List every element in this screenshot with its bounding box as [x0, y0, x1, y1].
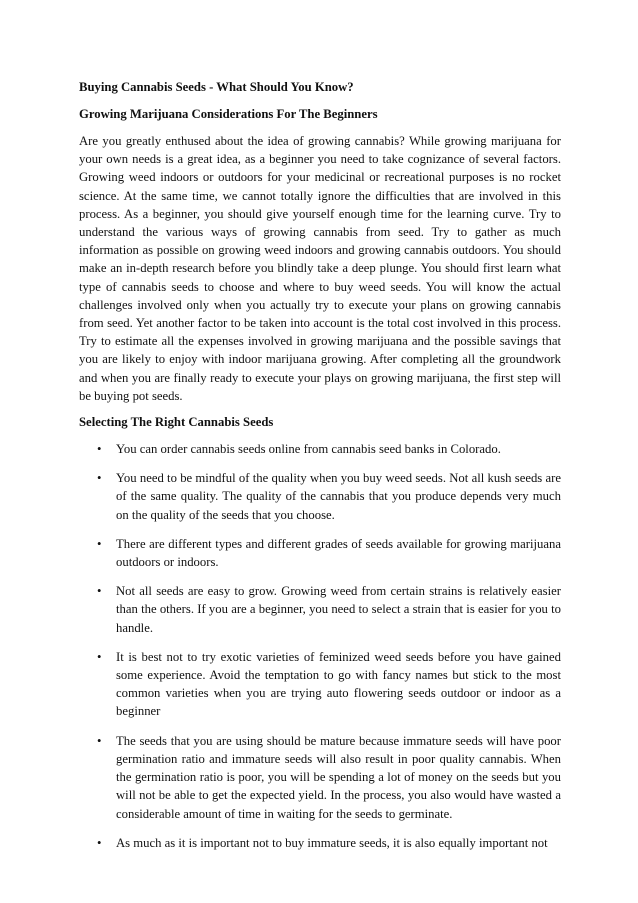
list-item: [79, 535, 561, 571]
list-item: [79, 648, 561, 721]
list-item-text: As much as it is important not to buy immature seeds, it is also equally important not: [116, 835, 548, 850]
bullet-icon: •: [97, 835, 102, 850]
bullet-icon: •: [97, 649, 102, 664]
list-item-text: Not all seeds are easy to grow. Growing weed from certain strains is relatively easier than the others. If you are a beginner, you need to select a strain that is easier for you to handle.: [116, 584, 561, 635]
list-item: [79, 469, 561, 524]
list-item-text: You can order cannabis seeds online from cannabis seed banks in Colorado.: [116, 442, 501, 457]
bullet-icon: •: [97, 733, 102, 748]
bullet-icon: •: [97, 471, 102, 486]
list-item-text: You need to be mindful of the quality when you buy weed seeds. Not all kush seeds are of the same quality. The quality of the cannabis that you produce depends very much on the quality of the seeds that you choose.: [116, 471, 561, 522]
list-item-text: There are different types and different grades of seeds available for growing marijuana outdoors or indoors.: [116, 536, 561, 570]
intro-paragraph: Are you greatly enthused about the idea of growing cannabis? While growing marijuana for your own needs is a great idea, as a beginner you need to take cognizance of several factors. Growing weed indoors or outdoors for your medicinal or recreational purposes is no rocket science. At the same time, we cannot totally ignore the difficulties that are involved in this process. As a beginner, you should give yourself enough time for the learning curve. Try to understand the various ways of growing cannabis from seed. Try to gather as much information as possible on growing weed indoors and growing cannabis outdoors. You should make an in-depth research before you blindly take a deep plunge. You should first learn what type of cannabis seeds to choose and where to buy weed seeds. You will know the actual challenges involved only when you actually try to execute your plans on growing cannabis from seed. Yet another factor to be taken into account is the total cost involved in this process. Try to estimate all the expenses involved in growing marijuana and the possible savings that you are likely to enjoy with indoor marijuana growing. After completing all the groundwork and when you are finally ready to execute your plays on growing marijuana, the first step will be buying pot seeds.: [79, 134, 561, 403]
bullet-icon: •: [97, 442, 102, 457]
list-item: [79, 582, 561, 637]
list-item: [79, 834, 561, 852]
list-item-text: It is best not to try exotic varieties of feminized weed seeds before you have gained some experience. Avoid the temptation to go with fancy names but stick to the most common varieties when you are trying auto flowering seeds outdoor or indoor as a beginner: [116, 649, 561, 719]
section-heading: Selecting The Right Cannabis Seeds: [79, 415, 274, 430]
bullet-icon: •: [97, 584, 102, 599]
document-page: [79, 78, 561, 863]
document-subtitle: Growing Marijuana Considerations For The Beginners: [79, 107, 378, 121]
bullet-icon: •: [97, 536, 102, 551]
list-item: [79, 732, 561, 823]
list-item: [79, 440, 561, 458]
list-item-text: The seeds that you are using should be mature because immature seeds will have poor germination ratio and immature seeds will also result in poor quality cannabis. When the germination ratio is poor, you will be spending a lot of money on the seeds but you will not be able to get the expected yield. In the process, you also would have wasted a considerable amount of time in waiting for the seeds to germinate.: [116, 733, 561, 821]
bullet-list: [79, 440, 561, 852]
document-title: Buying Cannabis Seeds - What Should You Know?: [79, 80, 354, 94]
